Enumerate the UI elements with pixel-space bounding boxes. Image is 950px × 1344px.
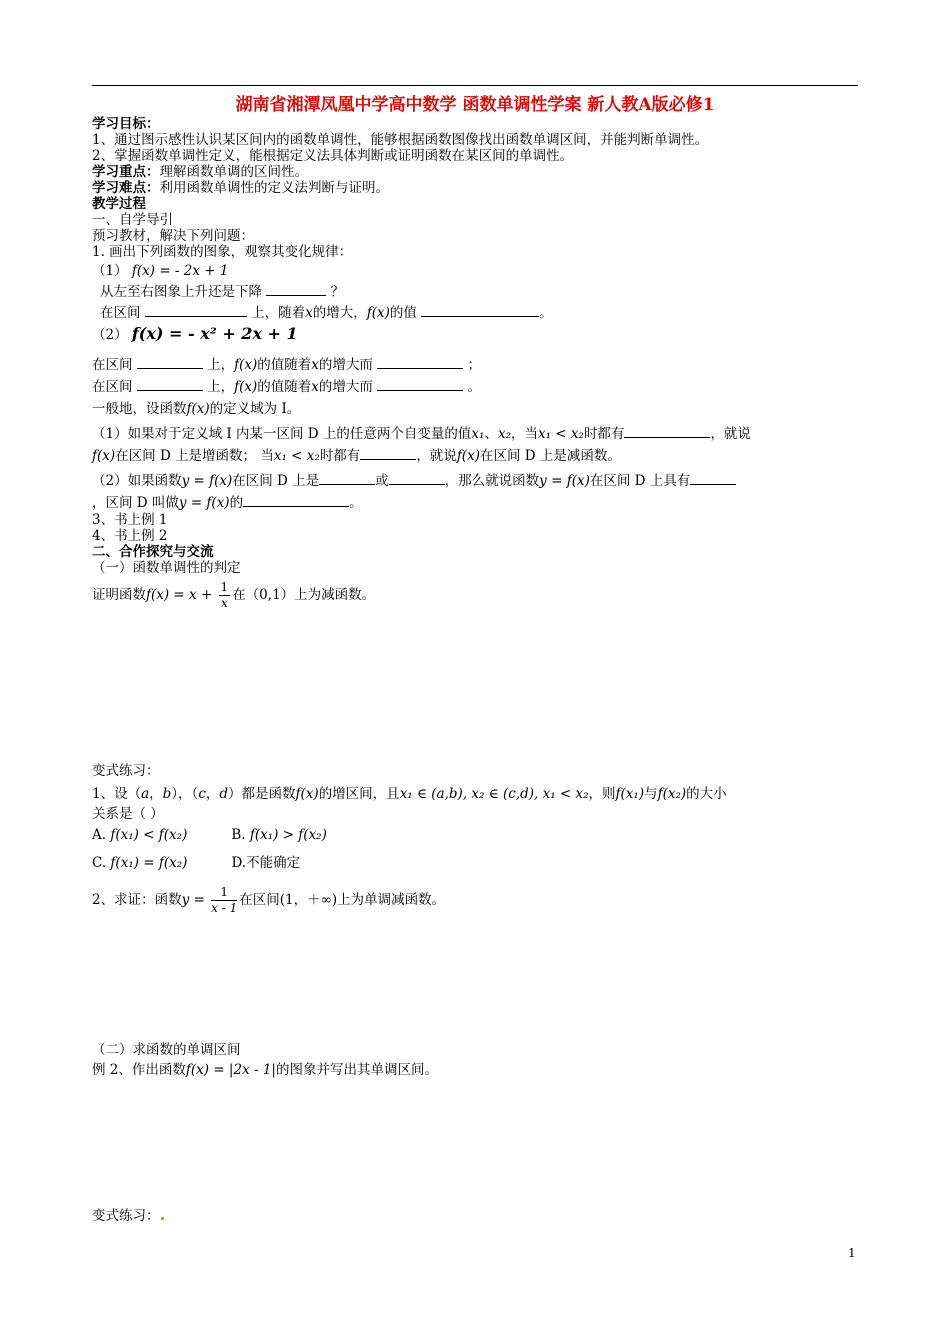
process-label: 教学过程 [92, 196, 146, 212]
proof-statement: 证明函数f(x) = x + $\frac{1}{x}$ 在（0,1）上为减函数。 [92, 580, 376, 610]
goal-2: 2、掌握函数单调性定义，能根据定义法具体判断或证明函数在某区间的单调性。 [92, 148, 574, 164]
problem-1-question: 从左至右图象上升还是下降 ？ [100, 284, 345, 300]
preview-text: 预习教材，解决下列问题： [92, 228, 254, 244]
problem-2-line-2: 在区间 上，f(x)的值随着x的增大而 。 [92, 379, 481, 395]
problem-2-line-1: 在区间 上，f(x)的值随着x的增大而 ； [92, 357, 481, 373]
general-def: 一般地，设函数f(x)的定义域为 I。 [92, 401, 301, 417]
example-2: 4、书上例 2 [92, 528, 168, 544]
variant-2: 2、求证：函数y = $\frac{1}{x - 1}$ 在区间(1，＋∞)上为单调减函数。 [92, 885, 446, 915]
page-title: 湖南省湘潭凤凰中学高中数学 函数单调性学案 新人教A版必修1 [235, 95, 715, 115]
goals-label: 学习目标： [92, 116, 160, 132]
def-1-line-1: （1）如果对于定义域 I 内某一区间 D 上的任意两个自变量的值x₁、x₂，当x₁ < x₂时都有 ，就说 [92, 426, 751, 442]
problem-1: （1） f(x) = - 2x + 1 [92, 263, 229, 279]
def-2-line-2: ，区间 D 叫做y = f(x)的 。 [92, 495, 363, 511]
problem-1-interval: 在区间 上，随着x的增大，f(x)的值 。 [100, 305, 553, 321]
question-1: 1. 画出下列函数的图象，观察其变化规律： [92, 244, 353, 260]
variant-1-line-1: 1、设（a，b），（c，d）都是函数f(x)的增区间，且x₁ ∈ (a,b), x₂ ∈ (c,d), x₁ < x₂，则f(x₁)与f(x₂)的大小 [92, 786, 727, 802]
goal-1: 1、通过图示感性认识某区间内的函数单调性，能够根据函数图像找出函数单调区间，并能判断单调性。 [92, 132, 709, 148]
page-number: 1 [848, 1246, 856, 1260]
key-point: 学习重点：理解函数单调的区间性。 [92, 164, 308, 180]
options-ab: A. f(x₁) < f(x₂) B. f(x₁) > f(x₂) [92, 827, 327, 843]
def-2-line-1: （2）如果函数y = f(x)在区间 D 上是 或 ，那么就说函数y = f(x)在区间 D 上具有 [92, 472, 736, 489]
problem-2: （2） f(x) = - x² + 2x + 1 [92, 324, 298, 343]
variant-label-2: 变式练习： [92, 1208, 165, 1224]
variant-label-1: 变式练习： [92, 763, 160, 779]
header-rule [92, 85, 858, 86]
difficulty: 学习难点：利用函数单调性的定义法判断与证明。 [92, 180, 389, 196]
options-cd: C. f(x₁) = f(x₂) D.不能确定 [92, 855, 301, 871]
variant-1-line-2: 关系是（ ） [92, 806, 164, 822]
subsection-2: （二）求函数的单调区间 [92, 1042, 241, 1058]
example-3: 例 2、作出函数f(x) = |2x - 1|的图象并写出其单调区间。 [92, 1062, 438, 1078]
section-1: 一、自学导引 [92, 212, 173, 228]
subsection-1: （一）函数单调性的判定 [92, 560, 241, 576]
section-2: 二、合作探究与交流 [92, 544, 214, 560]
example-1: 3、书上例 1 [92, 512, 168, 528]
def-1-line-2: f(x)在区间 D 上是增函数； 当x₁ < x₂时都有 ，就说f(x)在区间 D 上是减函数。 [92, 448, 621, 464]
